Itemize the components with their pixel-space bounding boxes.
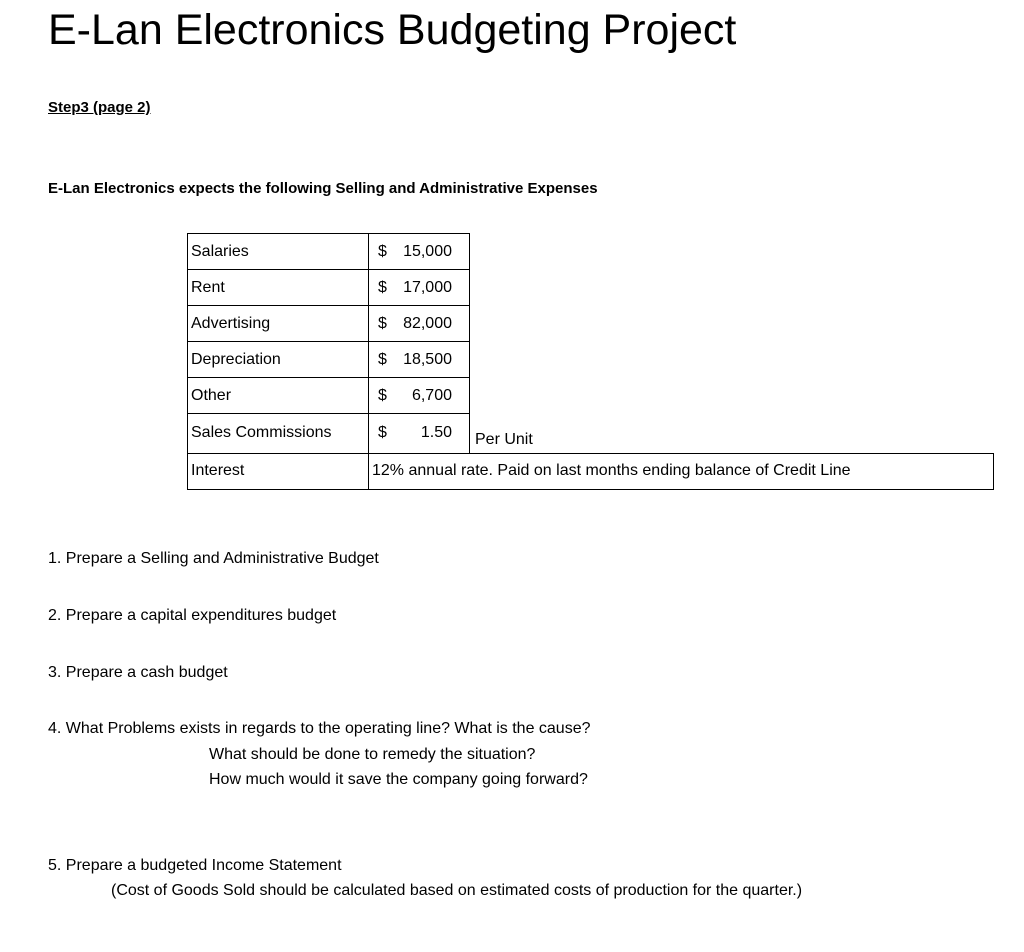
commission-amount-cell	[369, 414, 470, 454]
interest-label: Interest	[188, 453, 369, 489]
task-4-sub-1: What should be done to remedy the situation?	[209, 746, 536, 763]
expense-label: Advertising	[188, 306, 369, 342]
expense-amount-cell	[369, 342, 470, 378]
expense-amount: 6,700	[411, 386, 452, 404]
table-row	[188, 453, 994, 489]
expense-label: Depreciation	[188, 342, 369, 378]
expense-label: Salaries	[188, 234, 369, 270]
currency-symbol: $	[378, 242, 387, 260]
expense-amount-cell	[369, 270, 470, 306]
step-heading: Step3 (page 2)	[48, 99, 151, 116]
table-row	[188, 414, 994, 454]
task-1: 1. Prepare a Selling and Administrative Budget	[48, 550, 379, 567]
expense-amount-cell	[369, 306, 470, 342]
expense-amount-cell	[369, 234, 470, 270]
currency-symbol: $	[378, 350, 387, 368]
task-4-sub-2: How much would it save the company going forward?	[209, 771, 588, 788]
task-3: 3. Prepare a cash budget	[48, 664, 228, 681]
expense-amount-cell	[369, 378, 470, 414]
task-2: 2. Prepare a capital expenditures budget	[48, 607, 337, 624]
expense-amount: 17,000	[403, 278, 452, 296]
table-row	[188, 342, 994, 378]
table-row	[188, 378, 994, 414]
commission-unit: Per Unit	[475, 430, 533, 448]
task-4: 4. What Problems exists in regards to the operating line? What is the cause?	[48, 720, 591, 737]
expense-amount: 15,000	[403, 242, 452, 260]
currency-symbol: $	[378, 424, 387, 442]
interest-note: 12% annual rate. Paid on last months ending balance of Credit Line	[369, 453, 994, 489]
table-row	[188, 234, 994, 270]
expense-amount: 82,000	[403, 314, 452, 332]
expenses-table	[187, 233, 994, 490]
currency-symbol: $	[378, 278, 387, 296]
expense-label: Other	[188, 378, 369, 414]
page-title: E-Lan Electronics Budgeting Project	[48, 6, 737, 54]
task-5-sub: (Cost of Goods Sold should be calculated based on estimated costs of production for the quarter.)	[111, 882, 803, 899]
expense-label: Rent	[188, 270, 369, 306]
table-row	[188, 306, 994, 342]
task-5: 5. Prepare a budgeted Income Statement	[48, 857, 342, 874]
commission-amount: 1.50	[420, 424, 452, 442]
intro-text: E-Lan Electronics expects the following Selling and Administrative Expenses	[48, 180, 598, 197]
currency-symbol: $	[378, 386, 387, 404]
expense-amount: 18,500	[403, 350, 452, 368]
commission-label: Sales Commissions	[188, 414, 369, 454]
currency-symbol: $	[378, 314, 387, 332]
table-row	[188, 270, 994, 306]
